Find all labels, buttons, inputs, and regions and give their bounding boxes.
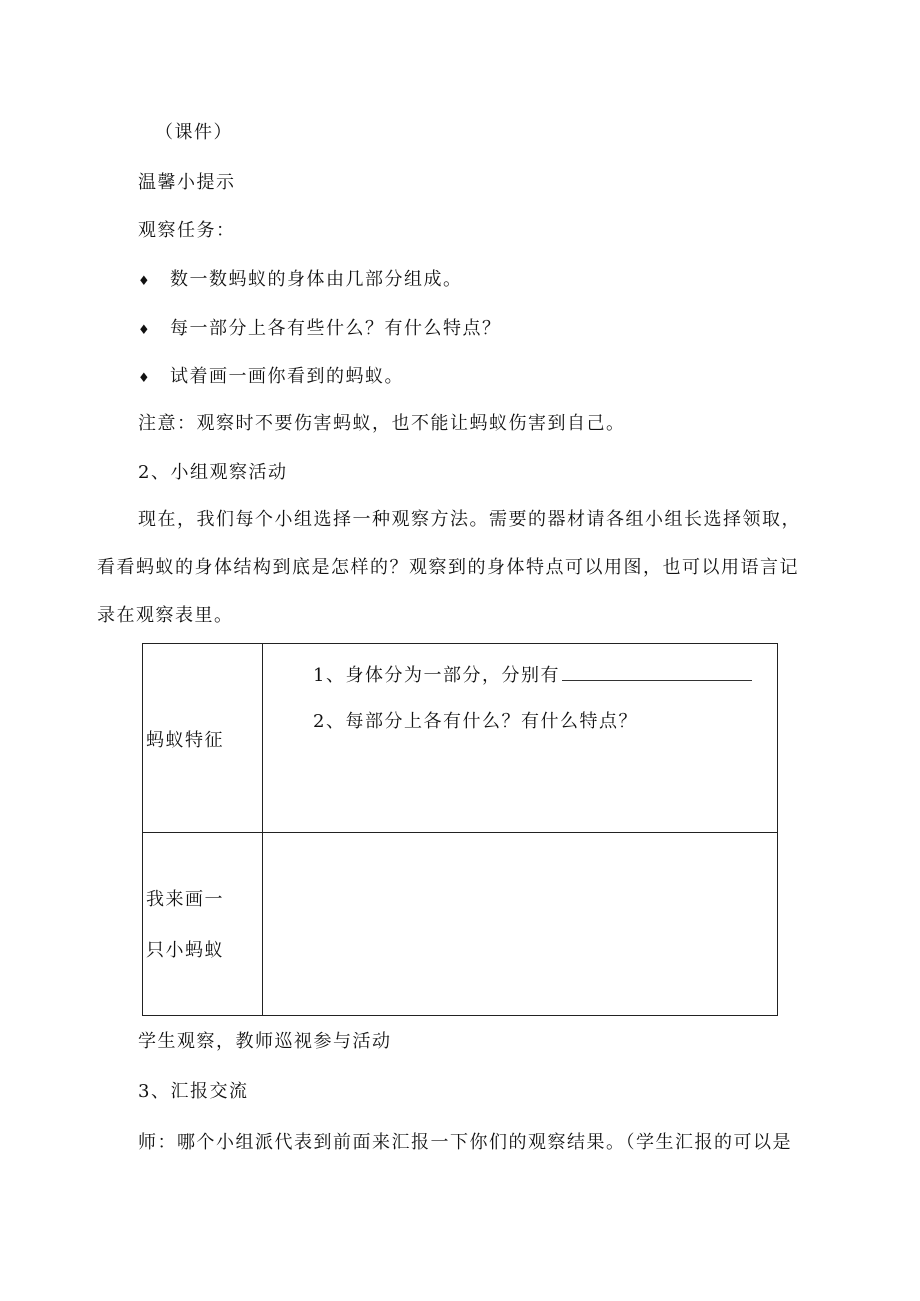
section-heading: 2、小组观察活动 <box>138 462 288 483</box>
paragraph-line: 现在，我们每个小组选择一种观察方法。需要的器材请各组小组长选择领取， <box>138 509 801 530</box>
diamond-bullet-icon: ♦ <box>138 371 150 386</box>
paragraph-line: 看看蚂蚁的身体结构到底是怎样的？观察到的身体特点可以用图，也可以用语言记 <box>97 557 799 578</box>
task-text: 试着画一画你看到的蚂蚁。 <box>170 366 404 387</box>
draw-ant-label-line2: 只小蚂蚁 <box>146 940 224 961</box>
question-body-parts <box>313 662 752 688</box>
table-row-divider <box>143 832 777 833</box>
observation-table <box>142 643 778 1016</box>
diamond-bullet-icon: ♦ <box>138 323 150 338</box>
diamond-bullet-icon: ♦ <box>138 274 150 289</box>
drawing-area[interactable] <box>264 834 776 1014</box>
safety-note: 注意：观察时不要伤害蚂蚁，也不能让蚂蚁伤害到自己。 <box>138 413 626 434</box>
question-body-parts-text: 1、身体分为一部分，分别有 <box>313 665 560 686</box>
ant-features-label: 蚂蚁特征 <box>146 730 224 751</box>
teacher-line: 师：哪个小组派代表到前面来汇报一下你们的观察结果。（学生汇报的可以是 <box>138 1132 792 1153</box>
table-column-divider <box>262 644 263 1015</box>
draw-ant-label-line1: 我来画一 <box>146 889 224 910</box>
courseware-note: （课件） <box>155 122 233 143</box>
question-part-features: 2、每部分上各有什么？有什么特点？ <box>313 711 638 732</box>
task-text: 数一数蚂蚁的身体由几部分组成。 <box>170 269 463 290</box>
activity-note: 学生观察，教师巡视参与活动 <box>138 1031 392 1052</box>
task-title: 观察任务： <box>138 220 236 241</box>
answer-blank[interactable] <box>562 662 752 681</box>
tip-title: 温馨小提示 <box>138 172 236 193</box>
paragraph-line: 录在观察表里。 <box>97 605 234 626</box>
task-text: 每一部分上各有些什么？有什么特点？ <box>170 318 502 339</box>
section-heading: 3、汇报交流 <box>138 1081 249 1102</box>
